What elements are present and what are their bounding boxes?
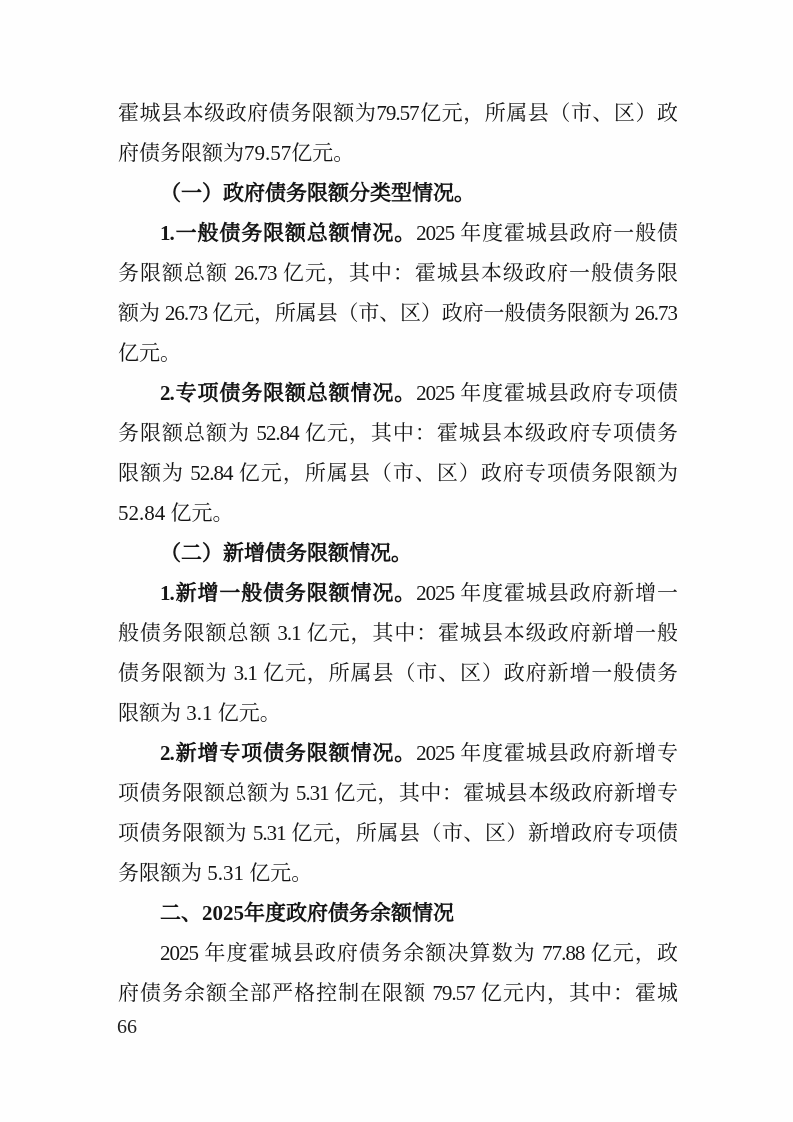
body-text: 2025 年度霍城县政府新增专 bbox=[416, 741, 677, 765]
body-text: 府债务限额为79.57亿元。 bbox=[118, 141, 355, 165]
heading-text: （一）政府债务限额分类型情况。 bbox=[160, 181, 475, 205]
body-text: 务限额总额 26.73 亿元，其中：霍城县本级政府一般债务限 bbox=[118, 261, 677, 285]
body-text: 52.84 亿元。 bbox=[118, 501, 234, 525]
doc-line bbox=[118, 453, 677, 493]
page-number: 66 bbox=[117, 1016, 137, 1038]
doc-line bbox=[118, 813, 677, 853]
doc-line bbox=[118, 733, 677, 773]
doc-line bbox=[118, 853, 677, 893]
doc-line bbox=[118, 933, 677, 973]
doc-line bbox=[118, 253, 677, 293]
body-text: 2025 年度霍城县政府专项债 bbox=[416, 381, 677, 405]
heading-text: （二）新增债务限额情况。 bbox=[160, 541, 412, 565]
doc-line bbox=[118, 493, 677, 533]
doc-line bbox=[118, 653, 677, 693]
body-text: 2025 年度霍城县政府一般债 bbox=[416, 221, 677, 245]
doc-line bbox=[118, 693, 677, 733]
body-text: 府债务余额全部严格控制在限额 79.57 亿元内，其中：霍城 bbox=[118, 981, 677, 1005]
run-in-heading: 1.新增一般债务限额情况。 bbox=[160, 581, 417, 605]
body-text: 2025 年度霍城县政府债务余额决算数为 77.88 亿元，政 bbox=[160, 941, 677, 965]
body-text: 务限额总额为 52.84 亿元，其中：霍城县本级政府专项债务 bbox=[118, 421, 677, 445]
heading-text: 二、2025年度政府债务余额情况 bbox=[160, 901, 454, 925]
body-text: 项债务限额总额为 5.31 亿元，其中：霍城县本级政府新增专 bbox=[118, 781, 677, 805]
body-text: 般债务限额总额 3.1 亿元，其中：霍城县本级政府新增一般 bbox=[118, 621, 677, 645]
doc-line bbox=[118, 373, 677, 413]
body-text: 亿元。 bbox=[118, 341, 181, 365]
body-text: 限额为 52.84 亿元，所属县（市、区）政府专项债务限额为 bbox=[118, 461, 677, 485]
section-heading-3 bbox=[118, 893, 677, 933]
section-heading-2 bbox=[118, 533, 677, 573]
body-text: 项债务限额为 5.31 亿元，所属县（市、区）新增政府专项债 bbox=[118, 821, 677, 845]
run-in-heading: 2.新增专项债务限额情况。 bbox=[160, 741, 417, 765]
doc-line bbox=[118, 293, 677, 333]
body-text: 限额为 3.1 亿元。 bbox=[118, 701, 281, 725]
doc-line bbox=[118, 333, 677, 373]
body-text: 务限额为 5.31 亿元。 bbox=[118, 861, 313, 885]
body-text: 霍城县本级政府债务限额为79.57亿元，所属县（市、区）政 bbox=[118, 101, 677, 125]
document-text-block bbox=[118, 93, 677, 1013]
doc-line bbox=[118, 613, 677, 653]
doc-line bbox=[118, 213, 677, 253]
doc-line bbox=[118, 573, 677, 613]
doc-line bbox=[118, 133, 677, 173]
section-heading-1 bbox=[118, 173, 677, 213]
run-in-heading: 1.一般债务限额总额情况。 bbox=[160, 221, 417, 245]
doc-line bbox=[118, 773, 677, 813]
body-text: 债务限额为 3.1 亿元，所属县（市、区）政府新增一般债务 bbox=[118, 661, 677, 685]
doc-line bbox=[118, 413, 677, 453]
body-text: 额为 26.73 亿元，所属县（市、区）政府一般债务限额为 26.73 bbox=[118, 301, 677, 325]
body-text: 2025 年度霍城县政府新增一 bbox=[416, 581, 677, 605]
doc-line bbox=[118, 93, 677, 133]
run-in-heading: 2.专项债务限额总额情况。 bbox=[160, 381, 417, 405]
doc-line bbox=[118, 973, 677, 1013]
